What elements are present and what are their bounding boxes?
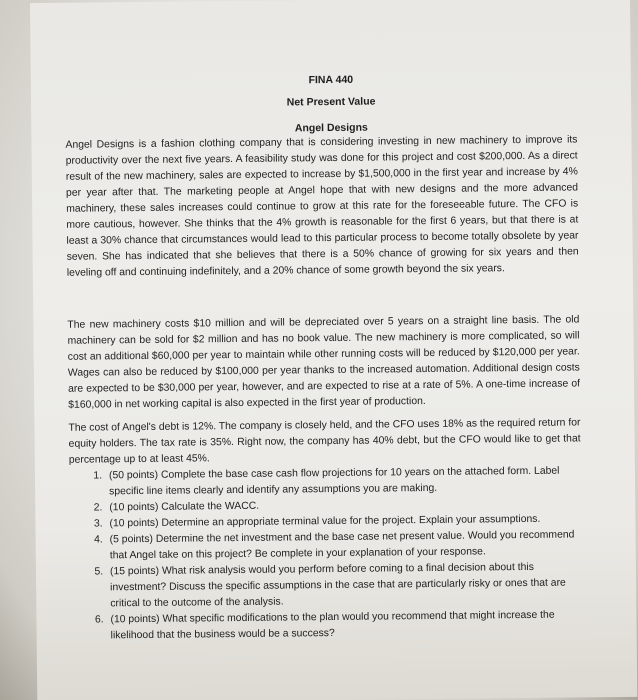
- question-item-2: 2. (10 points) Calculate the WACC.: [105, 495, 581, 516]
- case-title: Angel Designs: [294, 121, 368, 135]
- course-title: FINA 440: [308, 73, 354, 87]
- question-item-4: 4. (5 points) Determine the net investment and the base case net present value. Would you recommend that Angel take on this project? Be complete in your explanation of your response.: [106, 527, 582, 564]
- financing-paragraph: The cost of Angel's debt is 12%. The company is closely held, and the CFO uses 18% as the required return for equity holders. The tax rate is 35%. Right now, the company has 40% debt, but the CFO would like to get that percentage up to at least 45%.: [68, 417, 581, 466]
- question-item-6: 6. (10 points) What specific modifications to the plan would you recommend that might increase the likelihood that the business would be a success?: [106, 607, 582, 644]
- question-item-3: 3. (10 points) Determine an appropriate terminal value for the project. Explain your assumptions.: [105, 511, 581, 532]
- question-item-5: 5. (15 points) What risk analysis would you perform before coming to a final decision about this investment? Discuss the specific assumptions in the case that are particularly risky or ones that are critical to the outcome of the analysis.: [106, 559, 582, 612]
- document-page: [30, 0, 637, 700]
- intro-paragraph: Angel Designs is a fashion clothing company that is considering investing in new machinery to improve its productivity over the next five years. A feasibility study was done for this project and cost $200,000. As a direct result of the new machinery, sales are expected to increase by $1,500,000 in the first year and increase by 4% per year after that. The marketing people at Angel hope that with new designs and the more advanced machinery, these sales increases could continue to grow at this rate for the foreseeable future. The CFO is more cautious, however. She thinks that the 4% growth is reasonable for the first 6 years, but that there is at least a 30% chance that circumstances would lead to this particular process to become totally obsolete by year seven. She has indicated that she believes that there is a 50% chance of growing for six years and then leveling off and continuing indefinitely, and a 20% chance of some growth beyond the six years.: [65, 134, 579, 279]
- question-item-1: 1. (50 points) Complete the base case cash flow projections for 10 years on the attached form. Label specific line items clearly and identify any assumptions you are making.: [105, 463, 581, 500]
- question-list: [69, 463, 583, 644]
- machinery-paragraph: The new machinery costs $10 million and will be depreciated over 5 years on a straight line basis. The old machinery can be sold for $2 million and has no book value. The new machinery is more complicated, so will cost an additional $60,000 per year to maintain while other running costs will be reduced by $120,000 per year. Wages can also be reduced by $100,000 per year thanks to the increased automation. Additional design costs are expected to be $30,000 per year, however, and are expected to rise at a rate of 5%. A one-time increase of $160,000 in net working capital is also expected in the first year of production.: [67, 314, 581, 411]
- subject-title: Net Present Value: [286, 95, 376, 109]
